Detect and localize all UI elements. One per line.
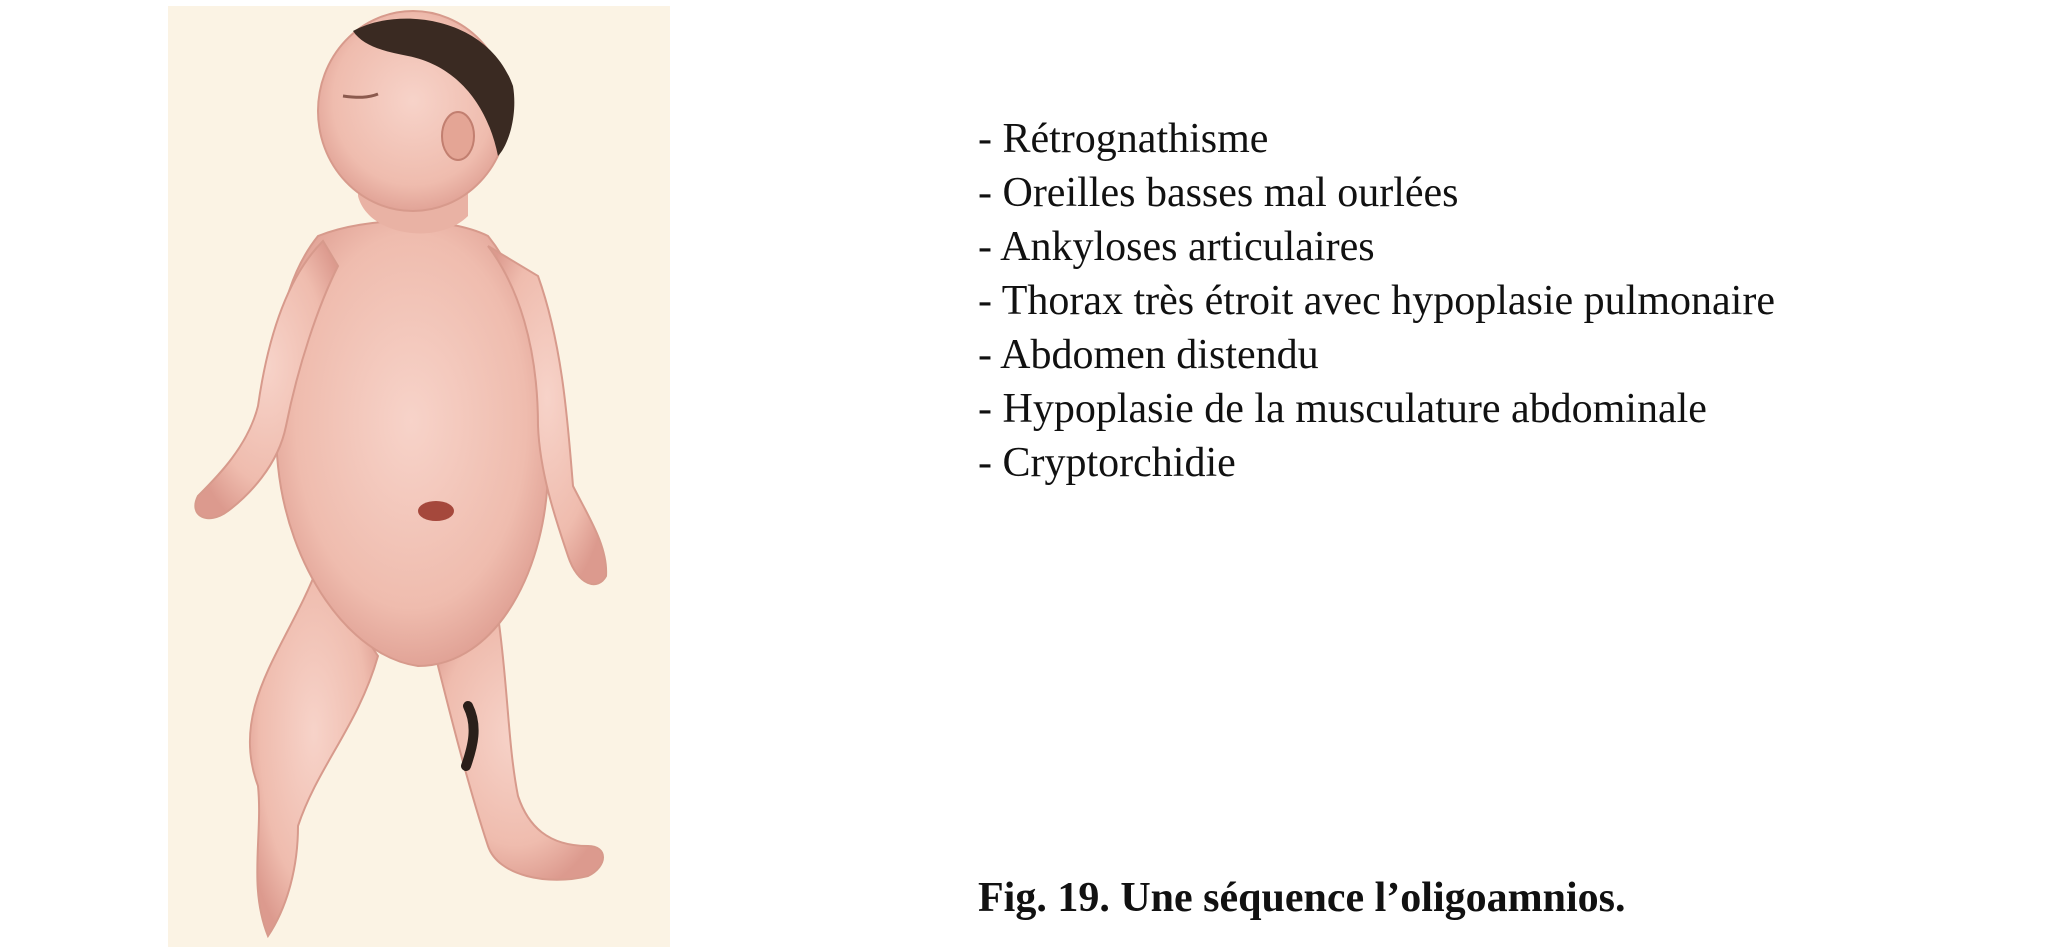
finding-item: - Hypoplasie de la musculature abdominale bbox=[978, 386, 1707, 432]
finding-item: - Ankyloses articulaires bbox=[978, 224, 1375, 270]
figure-caption: Fig. 19. Une séquence l’oligoamnios. bbox=[978, 875, 1626, 921]
fetus-illustration bbox=[168, 6, 670, 947]
finding-item: - Cryptorchidie bbox=[978, 440, 1236, 486]
fetus-photograph bbox=[168, 6, 670, 947]
finding-item: - Thorax très étroit avec hypoplasie pulmonaire bbox=[978, 278, 1775, 324]
finding-item: - Rétrognathisme bbox=[978, 116, 1269, 162]
finding-item: - Oreilles basses mal ourlées bbox=[978, 170, 1459, 216]
clinical-findings-list bbox=[978, 112, 1775, 490]
finding-item: - Abdomen distendu bbox=[978, 332, 1319, 378]
